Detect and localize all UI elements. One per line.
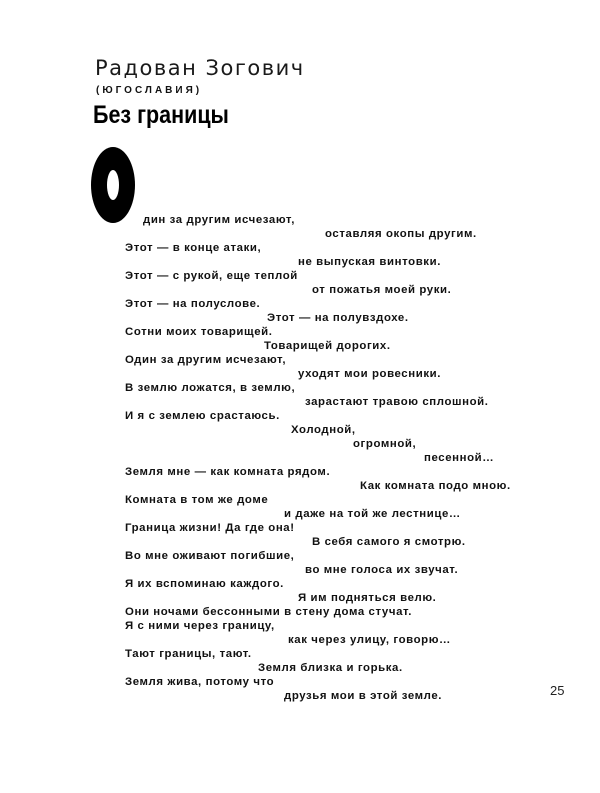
poem-line: Один за другим исчезают, [125, 354, 287, 366]
poem-line: Я с ними через границу, [125, 620, 275, 632]
author-country: (ЮГОСЛАВИЯ) [96, 85, 203, 96]
poem-line: Комната в том же доме [125, 494, 269, 506]
poem-line: Холодной, [291, 424, 356, 436]
poem-line: Этот — на полуслове. [125, 298, 261, 310]
poem-line: дин за другим исчезают, [143, 214, 295, 226]
poem-line: Земля жива, потому что [125, 676, 275, 688]
poem-line: И я с землею срастаюсь. [125, 410, 280, 422]
poem-line: оставляя окопы другим. [325, 228, 477, 240]
poem-line: Они ночами бессонными в стену дома стучат. [125, 606, 412, 618]
page-number: 25 [550, 683, 565, 698]
poem-line: друзья мои в этой земле. [284, 690, 443, 702]
poem-title: Без границы [93, 101, 229, 129]
poem-line: Земля мне — как комната рядом. [125, 466, 331, 478]
poem-line: как через улицу, говорю… [288, 634, 452, 646]
drop-cap-letter [90, 145, 136, 225]
poem-line: Во мне оживают погибшие, [125, 550, 295, 562]
poem-line: Я их вспоминаю каждого. [125, 578, 284, 590]
poem-line: В землю ложатся, в землю, [125, 382, 296, 394]
poem-line: огромной, [353, 438, 417, 450]
poem-line: песенной… [424, 452, 495, 464]
poem-line: Я им подняться велю. [298, 592, 437, 604]
poem-line: Сотни моих товарищей. [125, 326, 273, 338]
poem-line: от пожатья моей руки. [312, 284, 452, 296]
poem-line: и даже на той же лестнице… [284, 508, 461, 520]
author-name: Радован Зогович [95, 56, 305, 80]
poem-line: во мне голоса их звучат. [305, 564, 459, 576]
poem-line: не выпуская винтовки. [298, 256, 441, 268]
poem-line: В себя самого я смотрю. [312, 536, 466, 548]
poem-line: Этот — в конце атаки, [125, 242, 262, 254]
poem-line: Как комната подо мною. [360, 480, 511, 492]
poem-line: уходят мои ровесники. [298, 368, 441, 380]
poem-line: Земля близка и горька. [258, 662, 403, 674]
poem-line: Этот — с рукой, еще теплой [125, 270, 298, 282]
poem-line: Товарищей дорогих. [264, 340, 391, 352]
poem-line: Этот — на полувздохе. [267, 312, 409, 324]
poem-line: Граница жизни! Да где она! [125, 522, 295, 534]
poem-line: Тают границы, тают. [125, 648, 252, 660]
poem-line: зарастают травою сплошной. [305, 396, 489, 408]
